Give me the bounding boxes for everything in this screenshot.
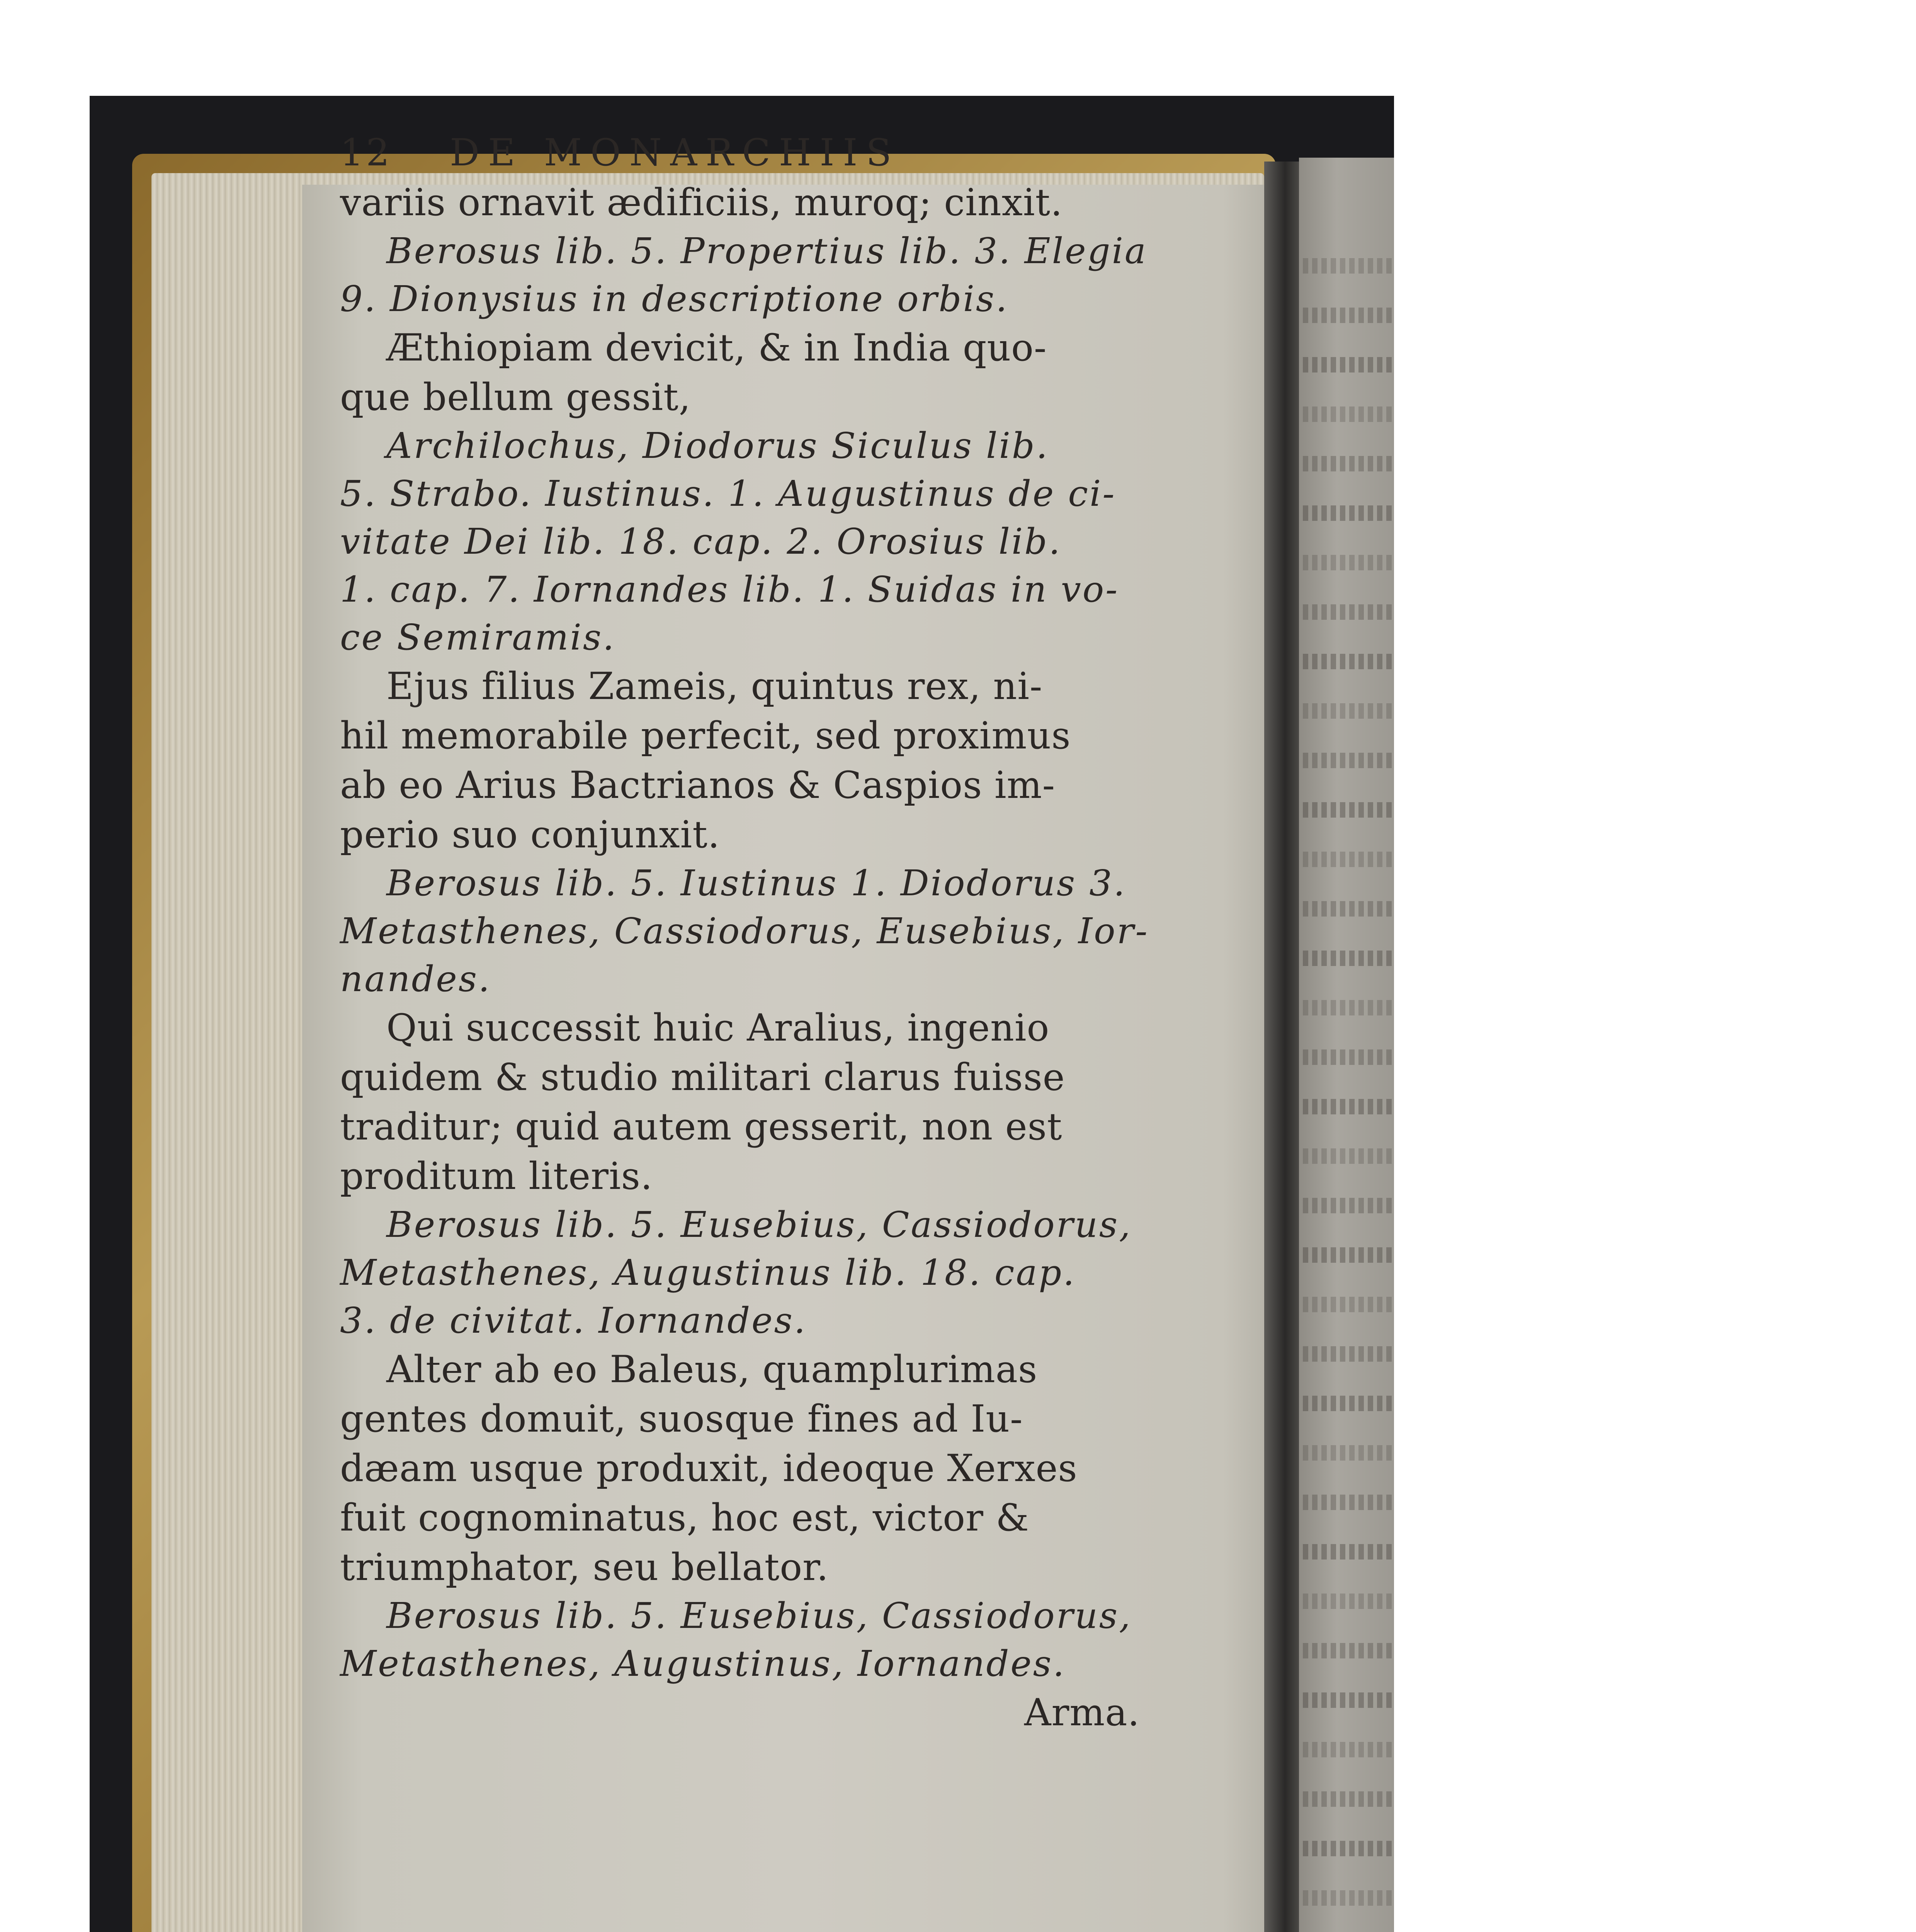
citation-line: 9. Dionysius in descriptione orbis.	[340, 278, 1009, 320]
facing-page-text-mark	[1303, 1692, 1392, 1708]
facing-page-text-mark	[1303, 1049, 1392, 1065]
citation-line: 5. Strabo. Iustinus. 1. Augustinus de ci-	[340, 473, 1116, 514]
facing-page-text-mark	[1303, 555, 1392, 570]
facing-page-text-mark	[1303, 1791, 1392, 1807]
facing-page-text-mark	[1303, 1346, 1392, 1362]
facing-page-text-mark	[1303, 654, 1392, 669]
facing-page-text-mark	[1303, 852, 1392, 867]
facing-page-text-mark	[1303, 1594, 1392, 1609]
facing-page-text-mark	[1303, 1247, 1392, 1263]
text-line: Ejus filius Zameis, quintus rex, ni-	[386, 665, 1043, 708]
facing-page-text-mark	[1303, 802, 1392, 818]
citation-line: vitate Dei lib. 18. cap. 2. Orosius lib.	[340, 521, 1062, 562]
facing-page-text-mark	[1303, 406, 1392, 422]
facing-page-text-mark	[1303, 753, 1392, 768]
facing-page-text-mark	[1303, 1000, 1392, 1015]
text-line: dæam usque produxit, ideoque Xerxes	[340, 1447, 1078, 1490]
facing-page-text-mark	[1303, 1495, 1392, 1510]
text-line: fuit cognominatus, hoc est, victor &	[340, 1496, 1029, 1539]
text-lines	[340, 178, 1175, 1688]
facing-page-text-mark	[1303, 1445, 1392, 1461]
catchword: Arma.	[1024, 1691, 1140, 1734]
text-line: perio suo conjunxit.	[340, 813, 720, 856]
facing-page-text-mark	[1303, 901, 1392, 917]
text-line: Alter ab eo Baleus, quamplurimas	[386, 1348, 1038, 1391]
facing-page-text-mark	[1303, 456, 1392, 471]
facing-page-text-mark	[1303, 1396, 1392, 1411]
text-line: traditur; quid autem gesserit, non est	[340, 1105, 1063, 1148]
page-number: 12	[340, 131, 392, 174]
text-line: Qui successit huic Aralius, ingenio	[386, 1006, 1050, 1049]
facing-page-text-mark	[1303, 308, 1392, 323]
facing-page-text-mark	[1303, 258, 1392, 274]
citation-line: Metasthenes, Cassiodorus, Eusebius, Ior-	[340, 910, 1149, 952]
facing-page-text-mark	[1303, 1198, 1392, 1213]
facing-page-text-mark	[1303, 357, 1392, 372]
citation-line: Berosus lib. 5. Eusebius, Cassiodorus,	[386, 1595, 1132, 1636]
running-header	[340, 128, 1175, 178]
citation-line: Metasthenes, Augustinus lib. 18. cap.	[340, 1252, 1076, 1293]
book-gutter	[1264, 162, 1299, 1932]
text-line: ab eo Arius Bactrianos & Caspios im-	[340, 764, 1056, 807]
facing-page-text-mark	[1303, 703, 1392, 719]
citation-line: Metasthenes, Augustinus, Iornandes.	[340, 1643, 1066, 1684]
facing-page-text-mark	[1303, 1742, 1392, 1757]
running-title: DE MONARCHIIS	[450, 131, 900, 174]
citation-line: 1. cap. 7. Iornandes lib. 1. Suidas in vo-	[340, 569, 1119, 610]
facing-page-text-mark	[1303, 1099, 1392, 1114]
text-line: triumphator, seu bellator.	[340, 1546, 829, 1589]
citation-line: nandes.	[340, 958, 491, 1000]
citation-line: ce Semiramis.	[340, 617, 616, 658]
page-text	[340, 128, 1175, 1737]
facing-page-text-mark	[1303, 1297, 1392, 1312]
facing-page-text-mark	[1303, 951, 1392, 966]
text-line: variis ornavit ædificiis, muroq; cinxit.	[340, 181, 1063, 224]
facing-page-text-mark	[1303, 1890, 1392, 1906]
text-line: gentes domuit, suosque fines ad Iu-	[340, 1397, 1023, 1440]
text-line: que bellum gessit,	[340, 376, 691, 419]
citation-line: Berosus lib. 5. Iustinus 1. Diodorus 3.	[386, 862, 1127, 904]
text-line: hil memorabile perfecit, sed proximus	[340, 714, 1071, 757]
text-line: proditum literis.	[340, 1155, 653, 1198]
facing-page-text-mark	[1303, 1841, 1392, 1856]
right-page-edge	[1299, 158, 1394, 1932]
facing-page-text-mark	[1303, 1643, 1392, 1658]
citation-line: 3. de civitat. Iornandes.	[340, 1300, 807, 1341]
citation-line: Berosus lib. 5. Eusebius, Cassiodorus,	[386, 1204, 1132, 1245]
facing-page-text-mark	[1303, 505, 1392, 521]
text-line: quidem & studio militari clarus fuisse	[340, 1056, 1065, 1099]
citation-line: Archilochus, Diodorus Siculus lib.	[386, 425, 1049, 466]
text-line: Æthiopiam devicit, & in India quo-	[386, 326, 1047, 369]
facing-page-text-mark	[1303, 1148, 1392, 1164]
citation-line: Berosus lib. 5. Propertius lib. 3. Elegia	[386, 230, 1148, 272]
facing-page-text-mark	[1303, 604, 1392, 620]
facing-page-text-mark	[1303, 1544, 1392, 1560]
